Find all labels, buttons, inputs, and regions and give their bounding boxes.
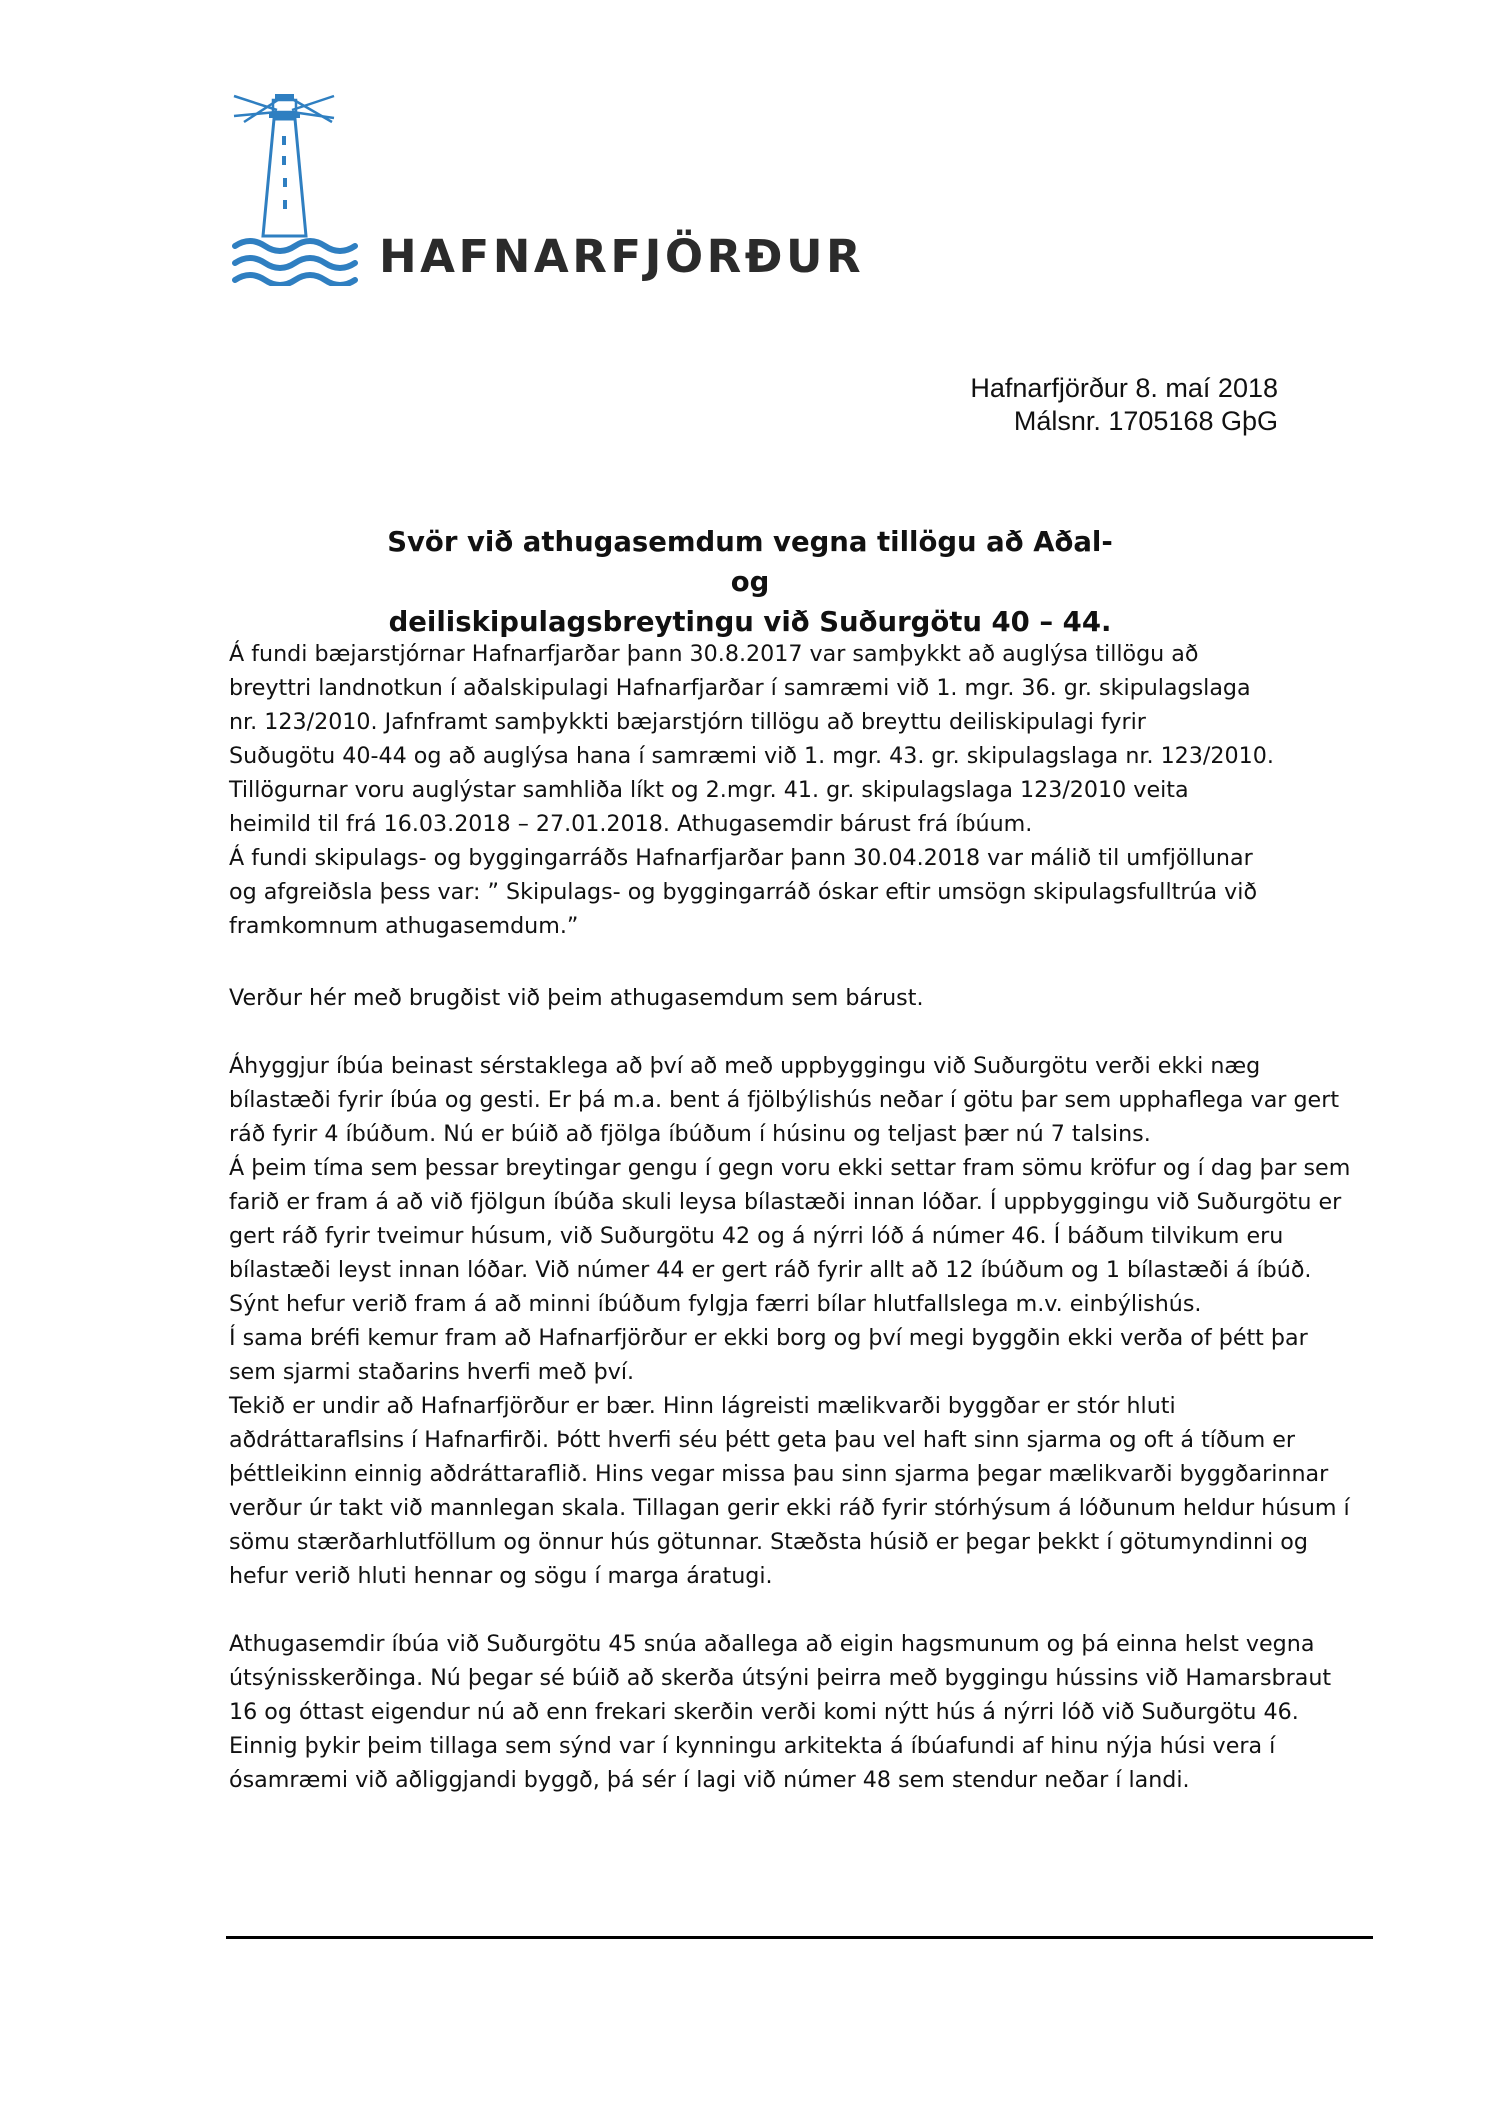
text-line: Á þeim tíma sem þessar breytingar gengu í gegn voru ekki settar fram sömu kröfur og í dag þar sem — [229, 1155, 1351, 1181]
text-line: Verður hér með brugðist við þeim athugasemdum sem bárust. — [229, 985, 924, 1011]
paragraph-intro — [229, 981, 1372, 1015]
hafnarfjordur-logo — [232, 86, 865, 286]
text-line: bílastæði leyst innan lóðar. Við númer 44 er gert ráð fyrir allt að 12 íbúðum og 1 bílastæði á íbúð. — [229, 1257, 1312, 1283]
text-line: Á fundi bæjarstjórnar Hafnarfjarðar þann 30.8.2017 var samþykkt að auglýsa tillögu að — [229, 641, 1199, 667]
case-number: Málsnr. 1705168 GþG — [1013, 406, 1278, 436]
text-line: sem sjarmi staðarins hverfi með því. — [229, 1359, 635, 1385]
lighthouse-icon — [232, 86, 362, 286]
text-line: Tillögurnar voru auglýstar samhliða líkt og 2.mgr. 41. gr. skipulagslaga 123/2010 veita — [229, 777, 1189, 803]
divider-rule — [226, 1936, 1373, 1939]
text-line: farið er fram á að við fjölgun íbúða skuli leysa bílastæði innan lóðar. Í uppbyggingu við Suðurgötu er — [229, 1189, 1342, 1215]
text-line: Áhyggjur íbúa beinast sérstaklega að því að með uppbyggingu við Suðurgötu verði ekki næg — [229, 1053, 1261, 1079]
text-line: Einnig þykir þeim tillaga sem sýnd var í kynningu arkitekta á íbúafundi af hinu nýja húsi vera í — [229, 1733, 1276, 1759]
paragraph-background — [229, 637, 1372, 943]
text-line: ráð fyrir 4 íbúðum. Nú er búið að fjölga íbúðum í húsinu og teljast þær nú 7 talsins. — [229, 1121, 1151, 1147]
logo-text: HAFNARFJÖRÐUR — [379, 230, 865, 283]
text-line: Athugasemdir íbúa við Suðurgötu 45 snúa aðallega að eigin hagsmunum og þá einna helst vegna — [229, 1631, 1315, 1657]
title-line: deiliskipulagsbreytingu við Suðurgötu 40 – 44. — [388, 606, 1112, 638]
text-line: 16 og óttast eigendur nú að enn frekari skerðin verði komi nýtt hús á nýrri lóð við Suðurgötu 46. — [229, 1699, 1299, 1725]
text-line: hefur verið hluti hennar og sögu í marga áratugi. — [229, 1563, 773, 1589]
paragraph-views — [229, 1627, 1372, 1797]
text-line: Tekið er undir að Hafnarfjörður er bær. Hinn lágreisti mælikvarði byggðar er stór hluti — [229, 1393, 1176, 1419]
document-meta — [970, 372, 1278, 438]
text-line: framkomnum athugasemdum.” — [229, 913, 579, 939]
text-line: nr. 123/2010. Jafnframt samþykkti bæjarstjórn tillögu að breyttu deiliskipulagi fyrir — [229, 709, 1146, 735]
text-line: og afgreiðsla þess var: ” Skipulags- og byggingarráð óskar eftir umsögn skipulagsfulltrúa við — [229, 879, 1258, 905]
document-title — [380, 522, 1120, 642]
text-line: Suðugötu 40-44 og að auglýsa hana í samræmi við 1. mgr. 43. gr. skipulagslaga nr. 123/2010. — [229, 743, 1274, 769]
text-line: Sýnt hefur verið fram á að minni íbúðum fylgja færri bílar hlutfallslega m.v. einbýlishús. — [229, 1291, 1202, 1317]
text-line: útsýnisskerðinga. Nú þegar sé búið að skerða útsýni þeirra með byggingu hússins við Hamarsbraut — [229, 1665, 1332, 1691]
text-line: ósamræmi við aðliggjandi byggð, þá sér í lagi við númer 48 sem stendur neðar í landi. — [229, 1767, 1190, 1793]
text-line: bílastæði fyrir íbúa og gesti. Er þá m.a. bent á fjölbýlishús neðar í götu þar sem upphaflega var gert — [229, 1087, 1340, 1113]
paragraph-parking-density — [229, 1049, 1372, 1593]
text-line: Í sama bréfi kemur fram að Hafnarfjörður er ekki borg og því megi byggðin ekki verða of þétt þar — [229, 1325, 1308, 1351]
text-line: Á fundi skipulags- og byggingarráðs Hafnarfjarðar þann 30.04.2018 var málið til umfjöllunar — [229, 845, 1253, 871]
text-line: gert ráð fyrir tveimur húsum, við Suðurgötu 42 og á nýrri lóð á númer 46. Í báðum tilvikum eru — [229, 1223, 1284, 1249]
text-line: heimild til frá 16.03.2018 – 27.01.2018. Athugasemdir bárust frá íbúum. — [229, 811, 1033, 837]
text-line: verður úr takt við mannlegan skala. Tillagan gerir ekki ráð fyrir stórhýsum á lóðunum heldur húsum í — [229, 1495, 1350, 1521]
text-line: breyttri landnotkun í aðalskipulagi Hafnarfjarðar í samræmi við 1. mgr. 36. gr. skipulagslaga — [229, 675, 1251, 701]
title-line: Svör við athugasemdum vegna tillögu að Aðal- og — [387, 526, 1113, 598]
text-line: sömu stærðarhlutföllum og önnur hús götunnar. Stæðsta húsið er þegar þekkt í götumyndinni og — [229, 1529, 1308, 1555]
text-line: þéttleikinn einnig aðdráttaraflið. Hins vegar missa þau sinn sjarma þegar mælikvarði byggðarinnar — [229, 1461, 1329, 1487]
document-date: Hafnarfjörður 8. maí 2018 — [970, 373, 1278, 403]
text-line: aðdráttaraflsins í Hafnarfirði. Þótt hverfi séu þétt geta þau vel haft sinn sjarma og oft á tíðum er — [229, 1427, 1296, 1453]
